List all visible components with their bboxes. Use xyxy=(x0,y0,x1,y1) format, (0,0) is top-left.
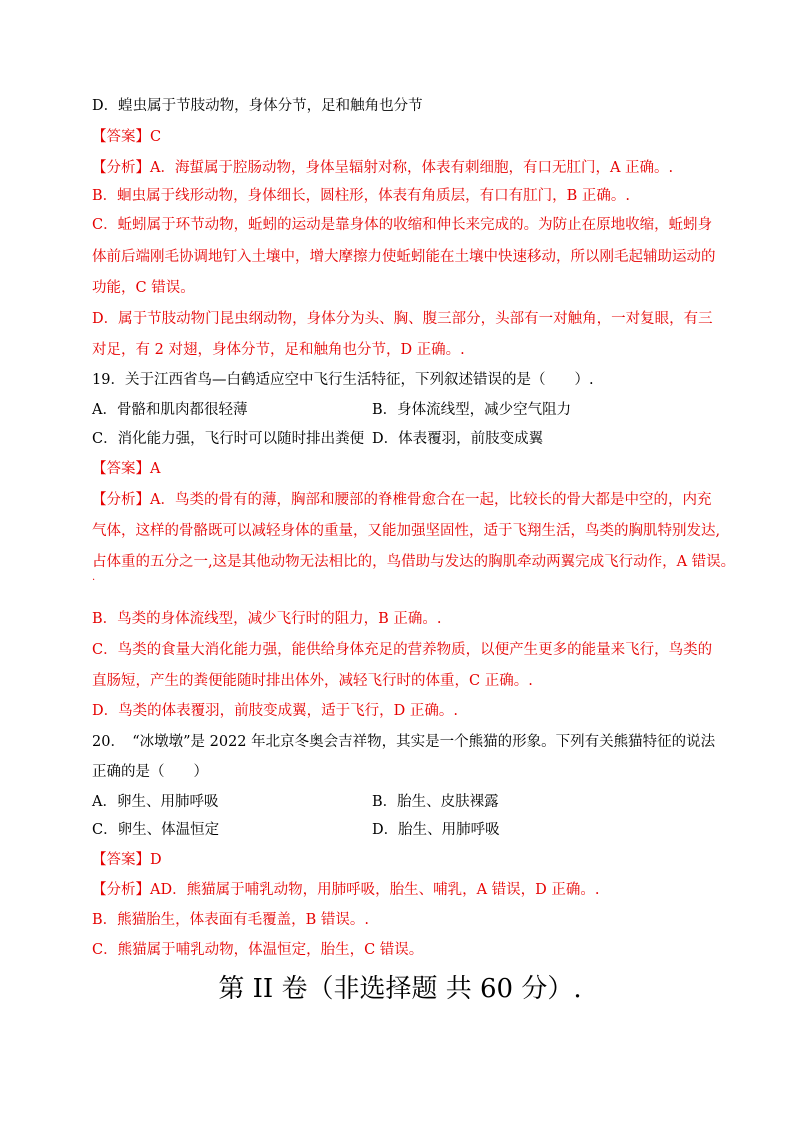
q18-option-d: D．蝗虫属于节肢动物，身体分节，足和触角也分节 xyxy=(92,98,423,114)
q19-analysis-line: D．鸟类的体表覆羽，前肢变成翼，适于飞行，D 正确。. xyxy=(92,703,458,719)
q19-analysis-dot: . xyxy=(92,572,96,583)
q19-answer: 【答案】A xyxy=(92,461,161,477)
section-title: 第 II 卷（非选择题 共 60 分）. xyxy=(218,974,582,1004)
q20-option-d: D．胎生、用肺呼吸 xyxy=(372,822,500,838)
q20-option-a: A．卵生、用肺呼吸 xyxy=(92,794,219,810)
q19-analysis-line: 气体，这样的骨骼既可以减轻身体的重量，又能加强坚固性，适于飞翔生活，鸟类的胸肌特别发达, xyxy=(92,523,721,539)
q18-analysis-line: B．蛔虫属于线形动物，身体细长，圆柱形，体表有角质层，有口有肛门，B 正确。. xyxy=(92,188,631,204)
q18-analysis-line: 对足，有 2 对翅，身体分节，足和触角也分节，D 正确。. xyxy=(92,342,465,358)
q18-analysis-line: 体前后端刚毛协调地钉入土壤中，增大摩擦力使蚯蚓能在土壤中快速移动，所以刚毛起辅助运动的 xyxy=(92,249,716,265)
q20-stem-line: 20． “冰墩墩”是 2022 年北京冬奥会吉祥物，其实是一个熊猫的形象。下列有关熊猫特征的说法 xyxy=(92,734,716,750)
q19-analysis-line: C．鸟类的食量大消化能力强，能供给身体充足的营养物质，以便产生更多的能量来飞行，鸟类的 xyxy=(92,642,713,658)
q18-analysis-line: 【分析】A．海蜇属于腔肠动物，身体呈辐射对称，体表有刺细胞，有口无肛门，A 正确。. xyxy=(92,160,674,176)
q20-analysis-line: 【分析】AD．熊猫属于哺乳动物，用肺呼吸，胎生、哺乳，A 错误，D 正确。. xyxy=(92,882,600,898)
q19-option-d: D．体表覆羽，前肢变成翼 xyxy=(372,431,544,447)
q20-stem-line: 正确的是（ ） xyxy=(92,764,208,780)
q18-analysis-line: D．属于节肢动物门昆虫纲动物，身体分为头、胸、腹三部分，头部有一对触角，一对复眼，有三 xyxy=(92,311,713,327)
q20-analysis-line: C．熊猫属于哺乳动物，体温恒定，胎生，C 错误。 xyxy=(92,942,424,958)
q20-analysis-line: B．熊猫胎生，体表面有毛覆盖，B 错误。. xyxy=(92,912,370,928)
q20-option-c: C．卵生、体温恒定 xyxy=(92,822,220,838)
q18-analysis-line: 功能，C 错误。 xyxy=(92,280,195,296)
q20-option-b: B．胎生、皮肤裸露 xyxy=(372,794,499,810)
q19-option-c: C．消化能力强，飞行时可以随时排出粪便 xyxy=(92,431,365,447)
q19-option-a: A．骨骼和肌肉都很轻薄 xyxy=(92,402,248,418)
q20-answer: 【答案】D xyxy=(92,852,162,868)
q19-analysis-line: 占体重的五分之一,这是其他动物无法相比的，鸟借助与发达的胸肌牵动两翼完成飞行动作，A 错误。 xyxy=(92,554,736,570)
q18-analysis-line: C．蚯蚓属于环节动物，蚯蚓的运动是靠身体的收缩和伸长来完成的。为防止在原地收缩，蚯蚓身 xyxy=(92,217,713,233)
q18-answer: 【答案】C xyxy=(92,129,162,145)
q19-analysis-line: 【分析】A．鸟类的骨有的薄，胸部和腰部的脊椎骨愈合在一起，比较长的骨大都是中空的，内充 xyxy=(92,492,712,508)
q19-analysis-line: 直肠短，产生的粪便能随时排出体外，减轻飞行时的体重，C 正确。. xyxy=(92,673,533,689)
q19-stem: 19．关于江西省鸟—白鹤适应空中飞行生活特征，下列叙述错误的是（ ）. xyxy=(92,372,594,388)
q19-option-b: B．身体流线型，减少空气阻力 xyxy=(372,402,572,418)
q19-analysis-line: B．鸟类的身体流线型，减少飞行时的阻力，B 正确。. xyxy=(92,611,442,627)
